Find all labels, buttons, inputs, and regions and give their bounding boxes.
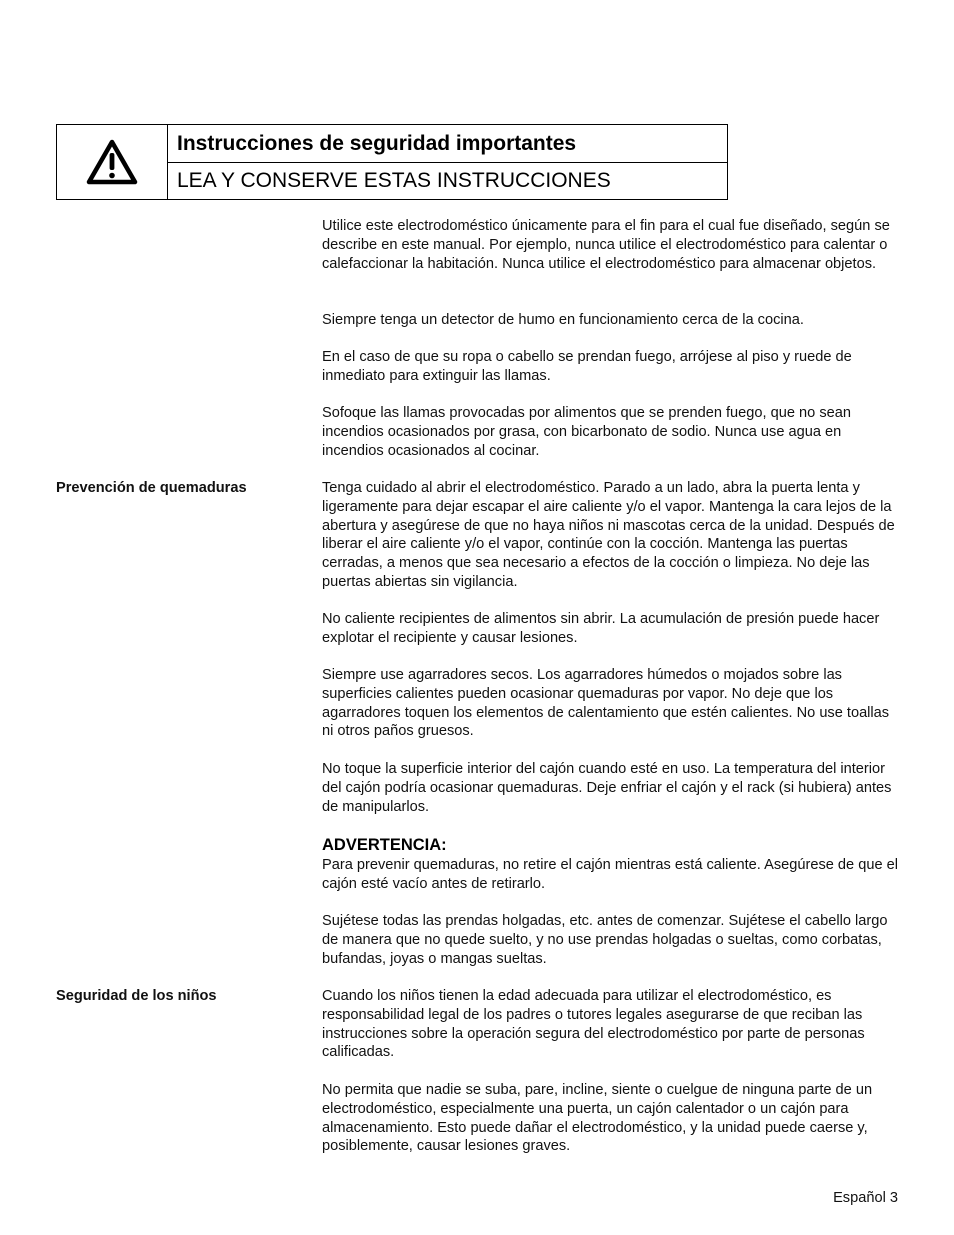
general-paragraph-2: Siempre tenga un detector de humo en funcionamiento cerca de la cocina. — [322, 312, 804, 328]
burns-paragraph-1: Tenga cuidado al abrir el electrodoméstico. Parado a un lado, abra la puerta lenta y ligeramente para dejar escapar el aire caliente y/o el vapor. Mantenga la cara lejos de la abertura y asegúrese de que no haya niños ni mascotas cerca de la unidad. Después de liberar el aire caliente y/o el vapor, continúe con la cocción. Mantenga las puertas cerradas, a menos que sea necesario a efectos de la cocción o limpieza. No deje las puertas abiertas sin vigilancia. — [322, 480, 895, 590]
children-paragraph-2: No permita que nadie se suba, pare, incline, siente o cuelgue de ninguna parte de un electrodoméstico, especialmente una puerta, un cajón calentador o un cajón para almacenamiento. Esto puede dañar el electrodoméstico, y la unidad puede caerse y, posiblemente, causar lesiones graves. — [322, 1082, 873, 1155]
burns-paragraph-2: No caliente recipientes de alimentos sin abrir. La acumulación de presión puede hacer explotar el recipiente y causar lesiones. — [322, 611, 880, 646]
burns-paragraph-after-warning: Sujétese todas las prendas holgadas, etc. antes de comenzar. Sujétese el cabello largo de manera que no quede suelto, y no use prendas holgadas o sueltas, como corbatas, bufandas, joyas o mangas sueltas. — [322, 913, 888, 967]
warning-heading: ADVERTENCIA: — [322, 836, 447, 854]
general-paragraph-3: En el caso de que su ropa o cabello se prendan fuego, arrójese al piso y ruede de inmediato para extinguir las llamas. — [322, 349, 852, 384]
header-title-column — [168, 125, 727, 199]
page-title: Instrucciones de seguridad importantes — [168, 125, 727, 163]
burns-paragraph-3: Siempre use agarradores secos. Los agarradores húmedos o mojados sobre las superficies calientes pueden ocasionar quemaduras por vapor. No deje que los agarradores toquen los elementos de calentamiento que estén calientes. No use toallas ni otros paños gruesos. — [322, 667, 890, 740]
warning-text: Para prevenir quemaduras, no retire el cajón mientras está caliente. Asegúrese de que el cajón esté vacío antes de retirarlo. — [322, 857, 898, 892]
page-subtitle: LEA Y CONSERVE ESTAS INSTRUCCIONES — [177, 169, 611, 192]
warning-triangle-icon — [86, 139, 138, 185]
children-paragraph-1: Cuando los niños tienen la edad adecuada para utilizar el electrodoméstico, es responsabilidad legal de los padres o tutores legales asegurarse de que reciban las instrucciones sobre la operación segura del electrodoméstico por parte de personas calificadas. — [322, 988, 865, 1061]
page-number: Español 3 — [833, 1190, 898, 1206]
general-paragraph-1: Utilice este electrodoméstico únicamente para el fin para el cual fue diseñado, según se describe en este manual. Por ejemplo, nunca utilice el electrodoméstico para calentar o calefaccionar la habitación. Nunca utilice el electrodoméstico para almacenar objetos. — [322, 218, 890, 272]
warning-icon-cell — [57, 125, 168, 199]
burns-paragraph-4: No toque la superficie interior del cajón cuando esté en uso. La temperatura del interior del cajón podría ocasionar quemaduras. Deje enfriar el cajón y el rack (si hubiera) antes de manipularlos. — [322, 761, 892, 815]
general-paragraph-4: Sofoque las llamas provocadas por alimentos que se prenden fuego, que no sean incendios ocasionados por grasa, con bicarbonato de sodio. Nunca use agua en incendios ocasionados al cocinar. — [322, 405, 851, 459]
section-label-burns: Prevención de quemaduras — [56, 480, 247, 496]
section-label-children: Seguridad de los niños — [56, 988, 217, 1004]
safety-header-box — [56, 124, 728, 200]
